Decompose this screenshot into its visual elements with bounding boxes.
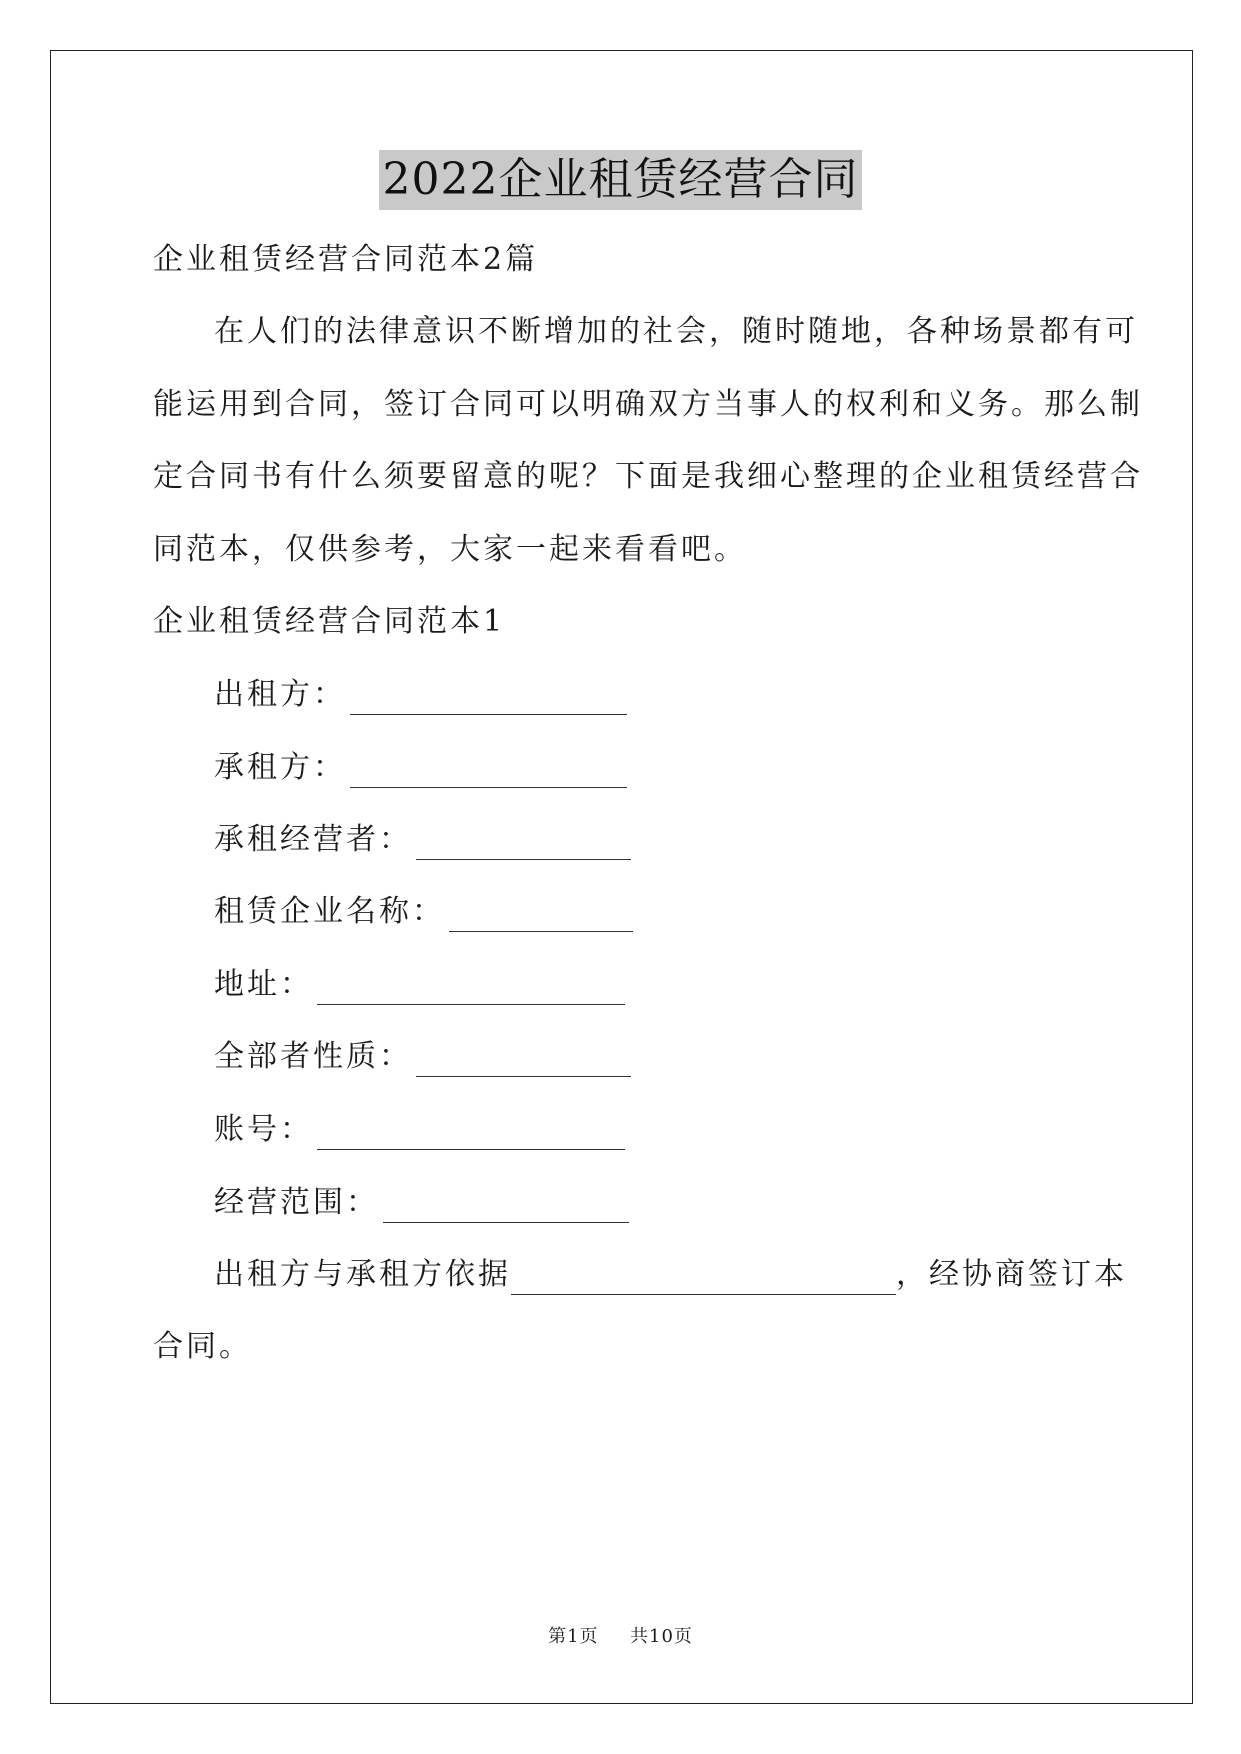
page-border	[50, 50, 1193, 1704]
subtitle: 企业租赁经营合同范本2篇	[153, 242, 539, 277]
ownership-field	[214, 1037, 631, 1077]
title-wrap	[0, 150, 1241, 210]
account-blank[interactable]	[317, 1119, 625, 1150]
page-footer	[0, 1622, 1241, 1648]
intro-line-4: 同范本，仅供参考，大家一起来看看吧。	[153, 532, 747, 567]
address-label: 地址：	[214, 967, 313, 1002]
document-title: 2022企业租赁经营合同	[379, 150, 863, 210]
scope-field	[214, 1183, 629, 1223]
page-number: 第1页	[548, 1626, 599, 1647]
intro-line-1: 在人们的法律意识不断增加的社会，随时随地，各种场景都有可	[214, 314, 1138, 349]
lessor-blank[interactable]	[350, 684, 627, 715]
section-heading: 企业租赁经营合同范本1	[153, 604, 506, 639]
scope-blank[interactable]	[383, 1192, 629, 1223]
page-total: 共10页	[630, 1626, 693, 1647]
enterprise-name-blank[interactable]	[449, 901, 633, 932]
agreement-basis-blank[interactable]	[511, 1264, 896, 1295]
agreement-prefix: 出租方与承租方依据	[214, 1257, 511, 1292]
lessee-blank[interactable]	[350, 757, 627, 788]
lessor-label: 出租方：	[214, 677, 346, 712]
intro-line-2: 能运用到合同，签订合同可以明确双方当事人的权利和义务。那么制	[153, 387, 1143, 422]
intro-line-3: 定合同书有什么须要留意的呢？下面是我细心整理的企业租赁经营合	[153, 459, 1143, 494]
ownership-label: 全部者性质：	[214, 1039, 412, 1074]
enterprise-name-field	[214, 892, 633, 932]
lessee-field	[214, 748, 627, 788]
address-blank[interactable]	[317, 974, 625, 1005]
agreement-line	[214, 1255, 1127, 1295]
address-field	[214, 965, 625, 1005]
agreement-continued: 合同。	[153, 1329, 252, 1364]
operator-blank[interactable]	[416, 829, 631, 860]
ownership-blank[interactable]	[416, 1046, 631, 1077]
lessee-label: 承租方：	[214, 750, 346, 785]
agreement-suffix: ，经协商签订本	[896, 1257, 1127, 1292]
operator-label: 承租经营者：	[214, 822, 412, 857]
account-label: 账号：	[214, 1112, 313, 1147]
enterprise-name-label: 租赁企业名称：	[214, 894, 445, 929]
account-field	[214, 1110, 625, 1150]
scope-label: 经营范围：	[214, 1185, 379, 1220]
operator-field	[214, 820, 631, 860]
lessor-field	[214, 675, 627, 715]
